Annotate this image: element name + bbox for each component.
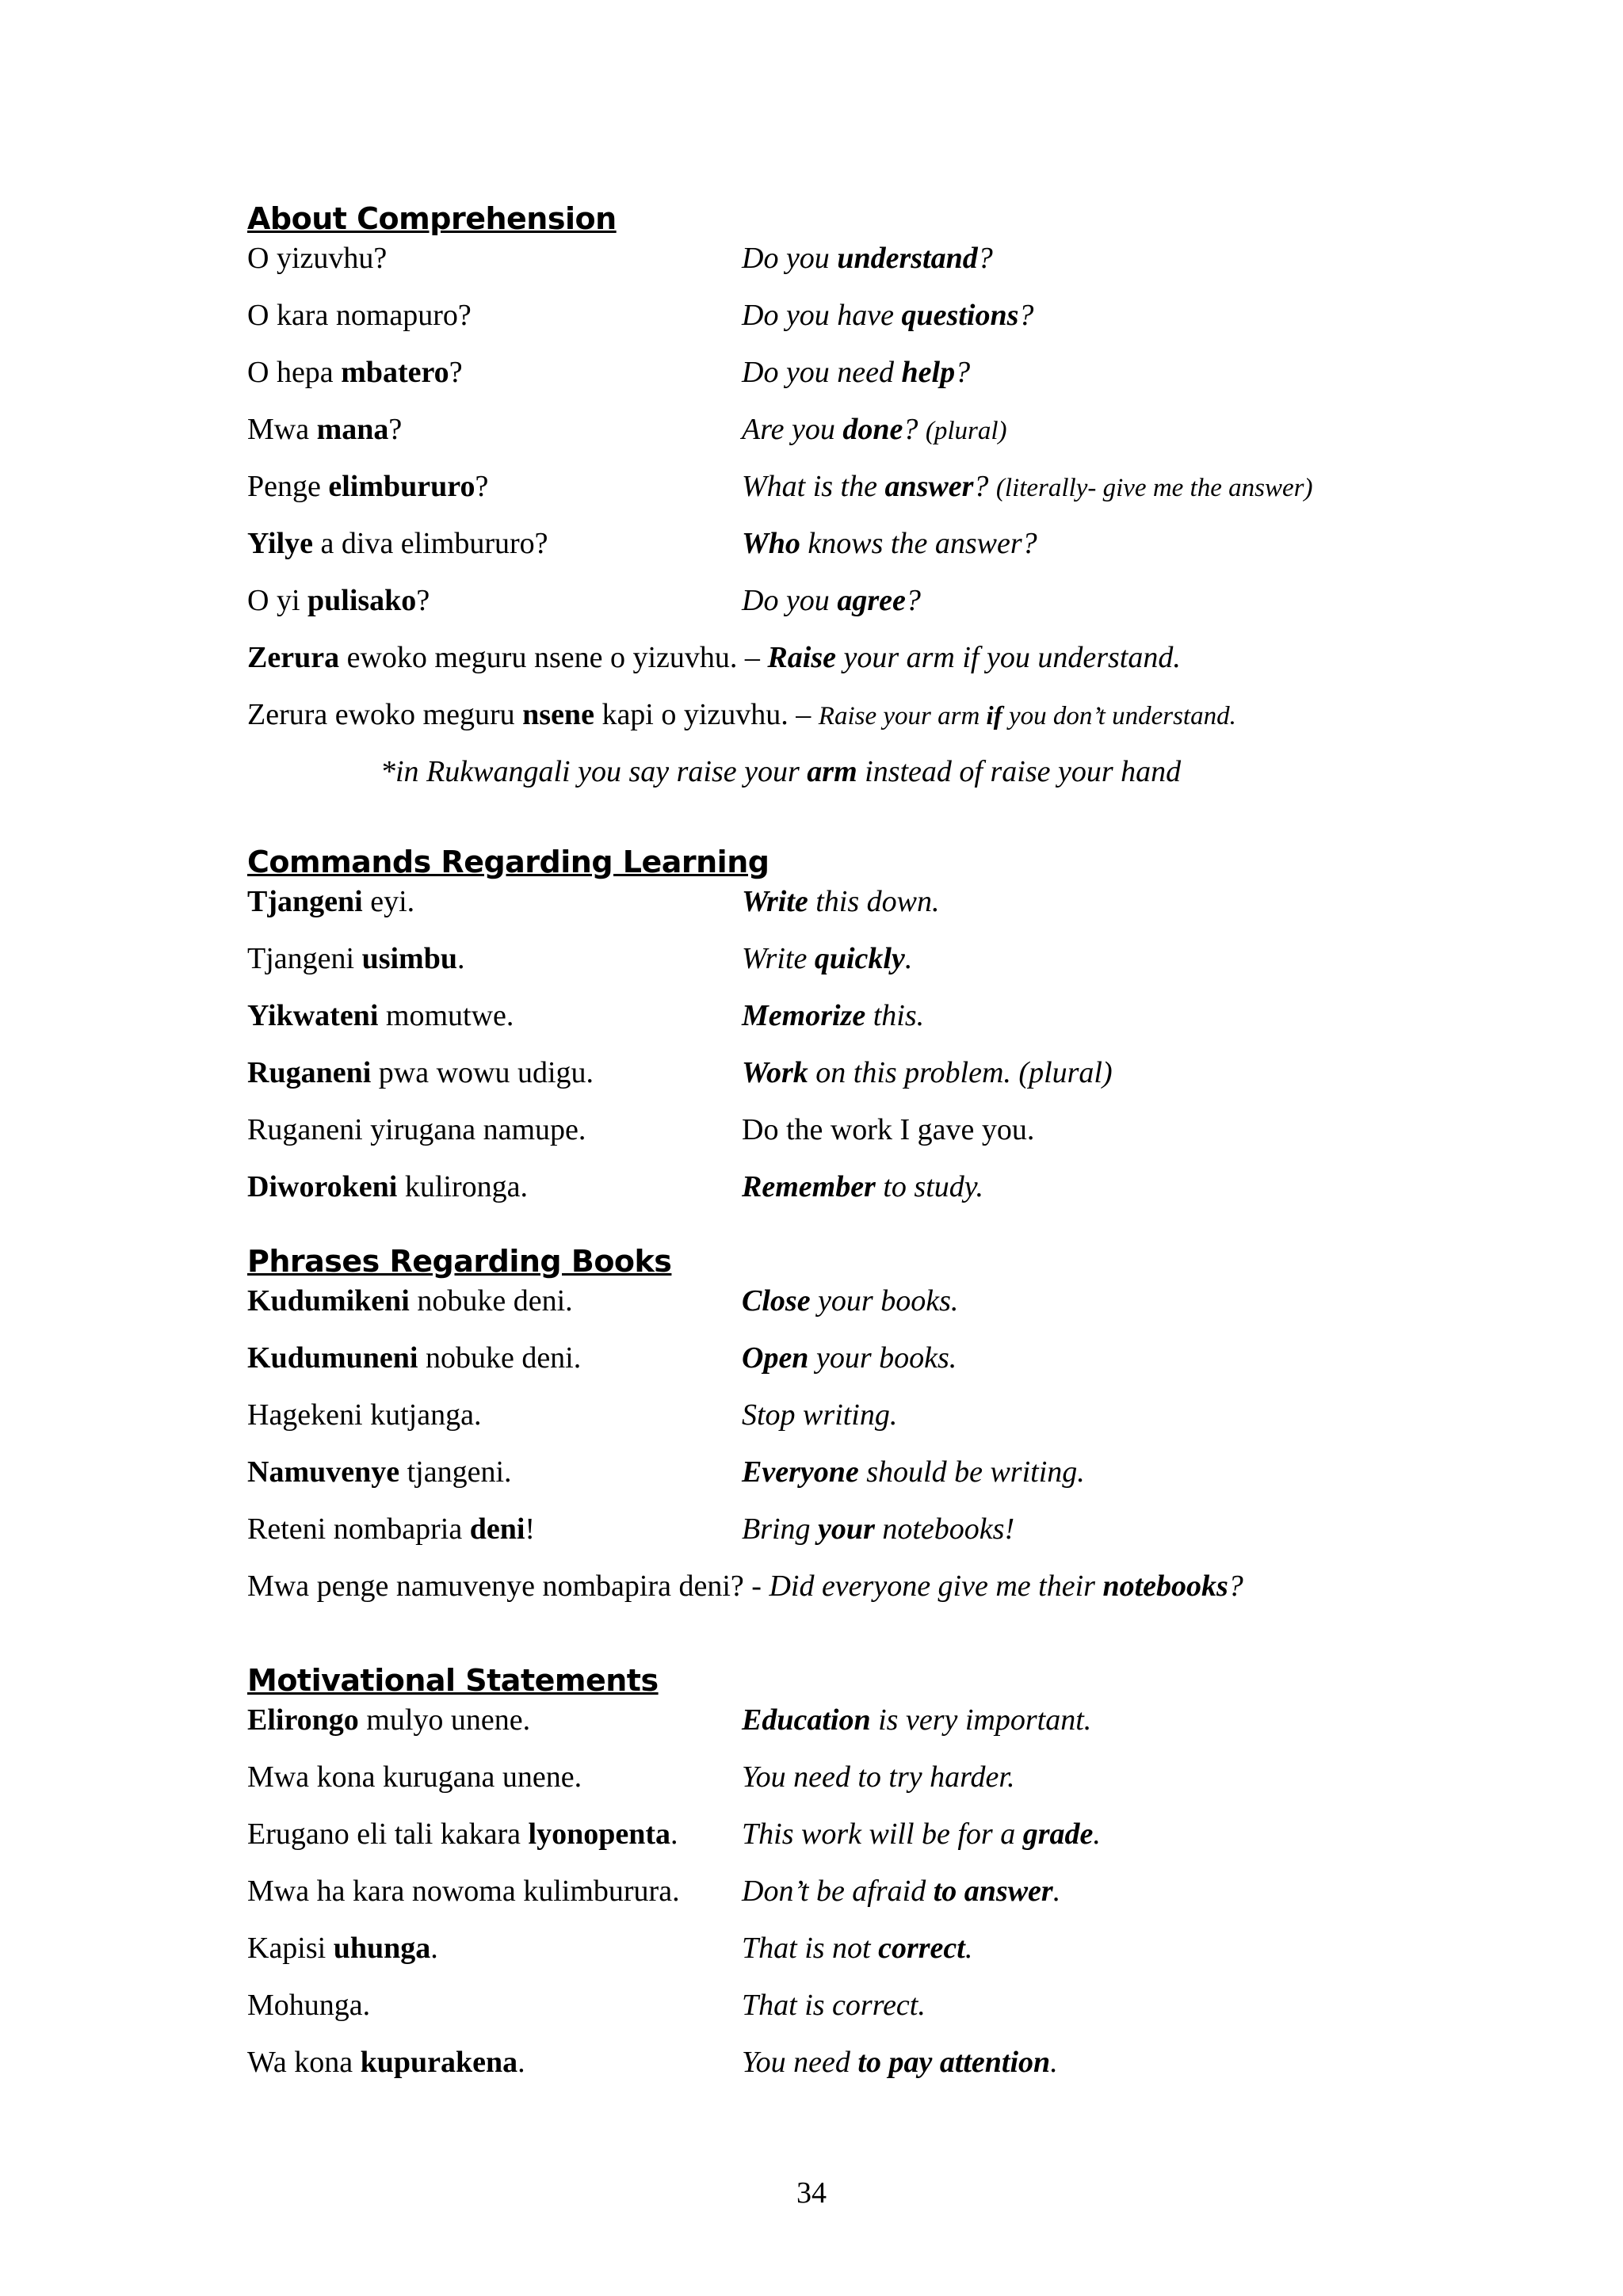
phrase-row [247,1395,1484,1452]
text: Do you need [742,356,902,389]
text: ? [905,584,921,617]
rukwangali-phrase [247,1985,370,2025]
text: you don’t understand. [1002,702,1236,730]
english-translation [742,1395,897,1435]
text: momutwe. [378,999,514,1032]
text: . [1052,1875,1061,1908]
text: this down. [808,885,940,918]
bold-word: quickly [814,942,905,975]
bold-word: Open [742,1341,809,1375]
footnote [380,752,1181,791]
phrase-list [247,882,1484,1224]
text: . [430,1932,438,1965]
bold-word: Namuvenye [247,1455,400,1489]
phrase-row [247,1757,1484,1814]
bold-word: lyonopenta [528,1817,670,1851]
section-heading: Commands Regarding Learning [247,845,769,879]
text: kulironga. [397,1170,528,1203]
text: mulyo unene. [358,1703,531,1737]
english-translation [742,238,993,278]
phrase-row [247,1700,1484,1757]
bold-word: Remember [742,1170,876,1203]
phrase-list [247,238,1484,638]
text: your books. [810,1284,959,1318]
text: this. [865,999,925,1032]
rukwangali-phrase [247,410,402,449]
bold-word: mbatero [341,356,449,389]
english-translation [742,1757,1014,1797]
bold-word: kupurakena [360,2046,518,2079]
english-translation [742,939,912,978]
text: ! [525,1512,536,1546]
rukwangali-phrase [247,1167,528,1207]
text: Hagekeni kutjanga. [247,1398,482,1432]
text: your books. [808,1341,957,1375]
text: Did everyone give me their [769,1569,1103,1603]
text: . [1093,1817,1101,1851]
bold-word: grade [1022,1817,1094,1851]
rukwangali-phrase [247,1395,481,1435]
text: is very important. [870,1703,1092,1737]
text: This work will be for a [742,1817,1023,1851]
bold-word: if [986,702,1002,730]
text: ? [903,413,926,446]
page-number: 34 [796,2176,827,2210]
text: Penge [247,470,329,503]
text: should be writing. [858,1455,1085,1489]
text: ? [388,413,403,446]
rukwangali-phrase [247,1700,530,1740]
text: on this problem. (plural) [808,1056,1113,1089]
rukwangali-phrase [247,1757,582,1797]
bold-word: done [842,413,903,446]
text: ? [1228,1569,1243,1603]
phrase-row [247,1509,1484,1566]
english-translation [742,1871,1060,1911]
section-heading: Phrases Regarding Books [247,1244,672,1279]
rukwangali-phrase [247,238,387,278]
text: (literally- give me the answer) [995,474,1313,502]
rukwangali-phrase [247,882,414,921]
rukwangali-phrase [247,581,430,620]
phrase-row [247,1167,1484,1224]
section-about-comprehension [247,199,1484,809]
english-translation [742,353,970,392]
text: . [517,2046,525,2079]
section-phrases-regarding-books [247,1241,1484,1623]
text: Mwa penge namuvenye nombapira deni? - [247,1569,769,1603]
english-translation [742,1053,1113,1093]
text: You need [742,2046,858,2079]
text: Raise your arm [818,702,987,730]
phrase-row [247,1338,1484,1395]
bold-word: uhunga [333,1932,431,1965]
bold-word: Raise [767,641,836,674]
text: O hepa [247,356,342,389]
sentence [247,695,1236,736]
phrase-row [247,524,1484,581]
text: Do you have [742,299,902,332]
text: Zerura ewoko meguru [247,698,523,731]
phrase-row [247,1814,1484,1871]
bold-word: Diworokeni [247,1170,398,1203]
text: ? [1018,299,1034,332]
text: your arm if you understand. [835,641,1181,674]
text: That is correct. [742,1989,926,2022]
bold-word: Everyone [742,1455,859,1489]
bold-word: Elirongo [247,1703,359,1737]
text: ? [973,470,996,503]
bold-word: to answer [933,1875,1053,1908]
text: ? [955,356,971,389]
phrase-row [247,2042,1484,2100]
bold-word: Tjangeni [247,885,363,918]
text: notebooks! [874,1512,1015,1546]
english-translation [742,1700,1091,1740]
english-translation [742,410,1007,451]
text: Mohunga. [247,1989,371,2022]
text: nobuke deni. [409,1284,573,1318]
bold-word: Yikwateni [247,999,379,1032]
english-translation [742,1985,926,2025]
phrase-row [247,882,1484,939]
bold-word: Memorize [742,999,866,1032]
english-translation [742,1110,1034,1150]
phrase-list [247,1700,1484,2100]
bold-word: nsene [522,698,594,731]
english-translation [742,467,1312,508]
bold-word: Kudumuneni [247,1341,418,1375]
text: Mwa ha kara nowoma kulimburura. [247,1875,680,1908]
bold-word: notebooks [1102,1569,1228,1603]
english-translation [742,2042,1058,2082]
text: knows the answer? [800,527,1037,560]
bold-word: Kudumikeni [247,1284,410,1318]
bold-word: Who [742,527,800,560]
rukwangali-phrase [247,1452,512,1492]
phrase-row [247,939,1484,996]
text: instead of raise your hand [857,755,1182,788]
bold-word: Zerura [247,641,340,674]
rukwangali-phrase [247,1509,535,1549]
bold-word: arm [807,755,857,788]
rukwangali-phrase [247,1871,680,1911]
text: (plural) [925,417,1007,445]
bold-word: Yilye [247,527,314,560]
text: O yizuvhu? [247,242,388,275]
text: ? [475,470,489,503]
text: O yi [247,584,307,617]
text: Do the work I gave you. [742,1113,1035,1146]
phrase-row [247,581,1484,638]
phrase-row [247,996,1484,1053]
text: . [964,1932,973,1965]
text: . [456,942,465,975]
text: That is not [742,1932,879,1965]
phrase-row [247,1281,1484,1338]
english-translation [742,996,924,1035]
section-heading: Motivational Statements [247,1663,659,1698]
text: ? [449,356,463,389]
text: Mwa [247,413,317,446]
english-translation [742,524,1037,563]
english-translation [742,1928,972,1968]
text: Write [742,942,815,975]
text: Ruganeni yirugana namupe. [247,1113,586,1146]
text: pwa wowu udigu. [371,1056,594,1089]
phrase-row [247,353,1484,410]
sentence-row [247,695,1484,752]
text: Wa kona [247,2046,361,2079]
text: ? [977,242,993,275]
bold-word: your [818,1512,875,1546]
rukwangali-phrase [247,1053,594,1093]
section-heading: About Comprehension [247,201,617,236]
rukwangali-phrase [247,996,514,1035]
sentence [247,638,1181,677]
rukwangali-phrase [247,353,463,392]
bold-word: agree [837,584,906,617]
rukwangali-phrase [247,467,488,506]
bold-word: pulisako [307,584,417,617]
sentence-row [247,638,1484,695]
text: Kapisi [247,1932,334,1965]
text: ? [416,584,430,617]
text: to study. [875,1170,984,1203]
bold-word: Education [742,1703,871,1737]
text: Reteni nombapria [247,1512,470,1546]
bold-word: usimbu [361,942,457,975]
rukwangali-phrase [247,1814,678,1854]
text: Are you [742,413,843,446]
phrase-row [247,467,1484,524]
text: Do you [742,584,838,617]
english-translation [742,581,921,620]
phrase-row [247,1452,1484,1509]
phrase-row [247,238,1484,296]
rukwangali-phrase [247,524,548,563]
text: Bring [742,1512,819,1546]
note-row [247,752,1484,809]
english-translation [742,1814,1101,1854]
bold-word: understand [837,242,978,275]
text: Stop writing. [742,1398,898,1432]
rukwangali-phrase [247,1110,586,1150]
bold-word: to pay attention [857,2046,1051,2079]
phrase-row [247,1110,1484,1167]
text: eyi. [362,885,415,918]
phrase-row [247,1871,1484,1928]
section-motivational-statements [247,1661,1484,2100]
english-translation [742,1281,958,1321]
english-translation [742,882,940,921]
bold-word: mana [316,413,389,446]
english-translation [742,1167,983,1207]
sentence [247,1566,1243,1606]
rukwangali-phrase [247,1338,581,1378]
bold-word: deni [469,1512,525,1546]
bold-word: Write [742,885,808,918]
text: Don’t be afraid [742,1875,934,1908]
phrase-row [247,296,1484,353]
rukwangali-phrase [247,1281,573,1321]
text: Erugano eli tali kakara [247,1817,529,1851]
phrase-row [247,410,1484,467]
bold-word: Work [742,1056,808,1089]
text: tjangeni. [399,1455,512,1489]
bold-word: answer [884,470,974,503]
rukwangali-phrase [247,1928,438,1968]
text: Do you [742,242,838,275]
text: nobuke deni. [418,1341,582,1375]
bold-word: Ruganeni [247,1056,372,1089]
english-translation [742,1452,1085,1492]
english-translation [742,1509,1014,1549]
phrase-row [247,1053,1484,1110]
text: ewoko meguru nsene o yizuvhu. – [339,641,768,674]
text: a diva elimbururo? [313,527,548,560]
bold-word: correct [878,1932,965,1965]
text: O kara nomapuro? [247,299,472,332]
sentence-row [247,1566,1484,1623]
text: kapi o yizuvhu. – [594,698,819,731]
phrase-list [247,1281,1484,1566]
section-commands-regarding-learning [247,842,1484,1224]
text: Mwa kona kurugana unene. [247,1760,582,1794]
text: . [1050,2046,1058,2079]
bold-word: questions [901,299,1019,332]
text: You need to try harder. [742,1760,1015,1794]
rukwangali-phrase [247,296,472,335]
text: . [670,1817,678,1851]
text: *in Rukwangali you say raise your [380,755,808,788]
bold-word: Close [742,1284,811,1318]
english-translation [742,1338,957,1378]
bold-word: elimbururo [328,470,475,503]
bold-word: help [901,356,956,389]
phrase-row [247,1928,1484,1985]
rukwangali-phrase [247,2042,525,2082]
text: Tjangeni [247,942,362,975]
phrase-row [247,1985,1484,2042]
rukwangali-phrase [247,939,464,978]
english-translation [742,296,1033,335]
text: What is the [742,470,885,503]
text: . [904,942,913,975]
